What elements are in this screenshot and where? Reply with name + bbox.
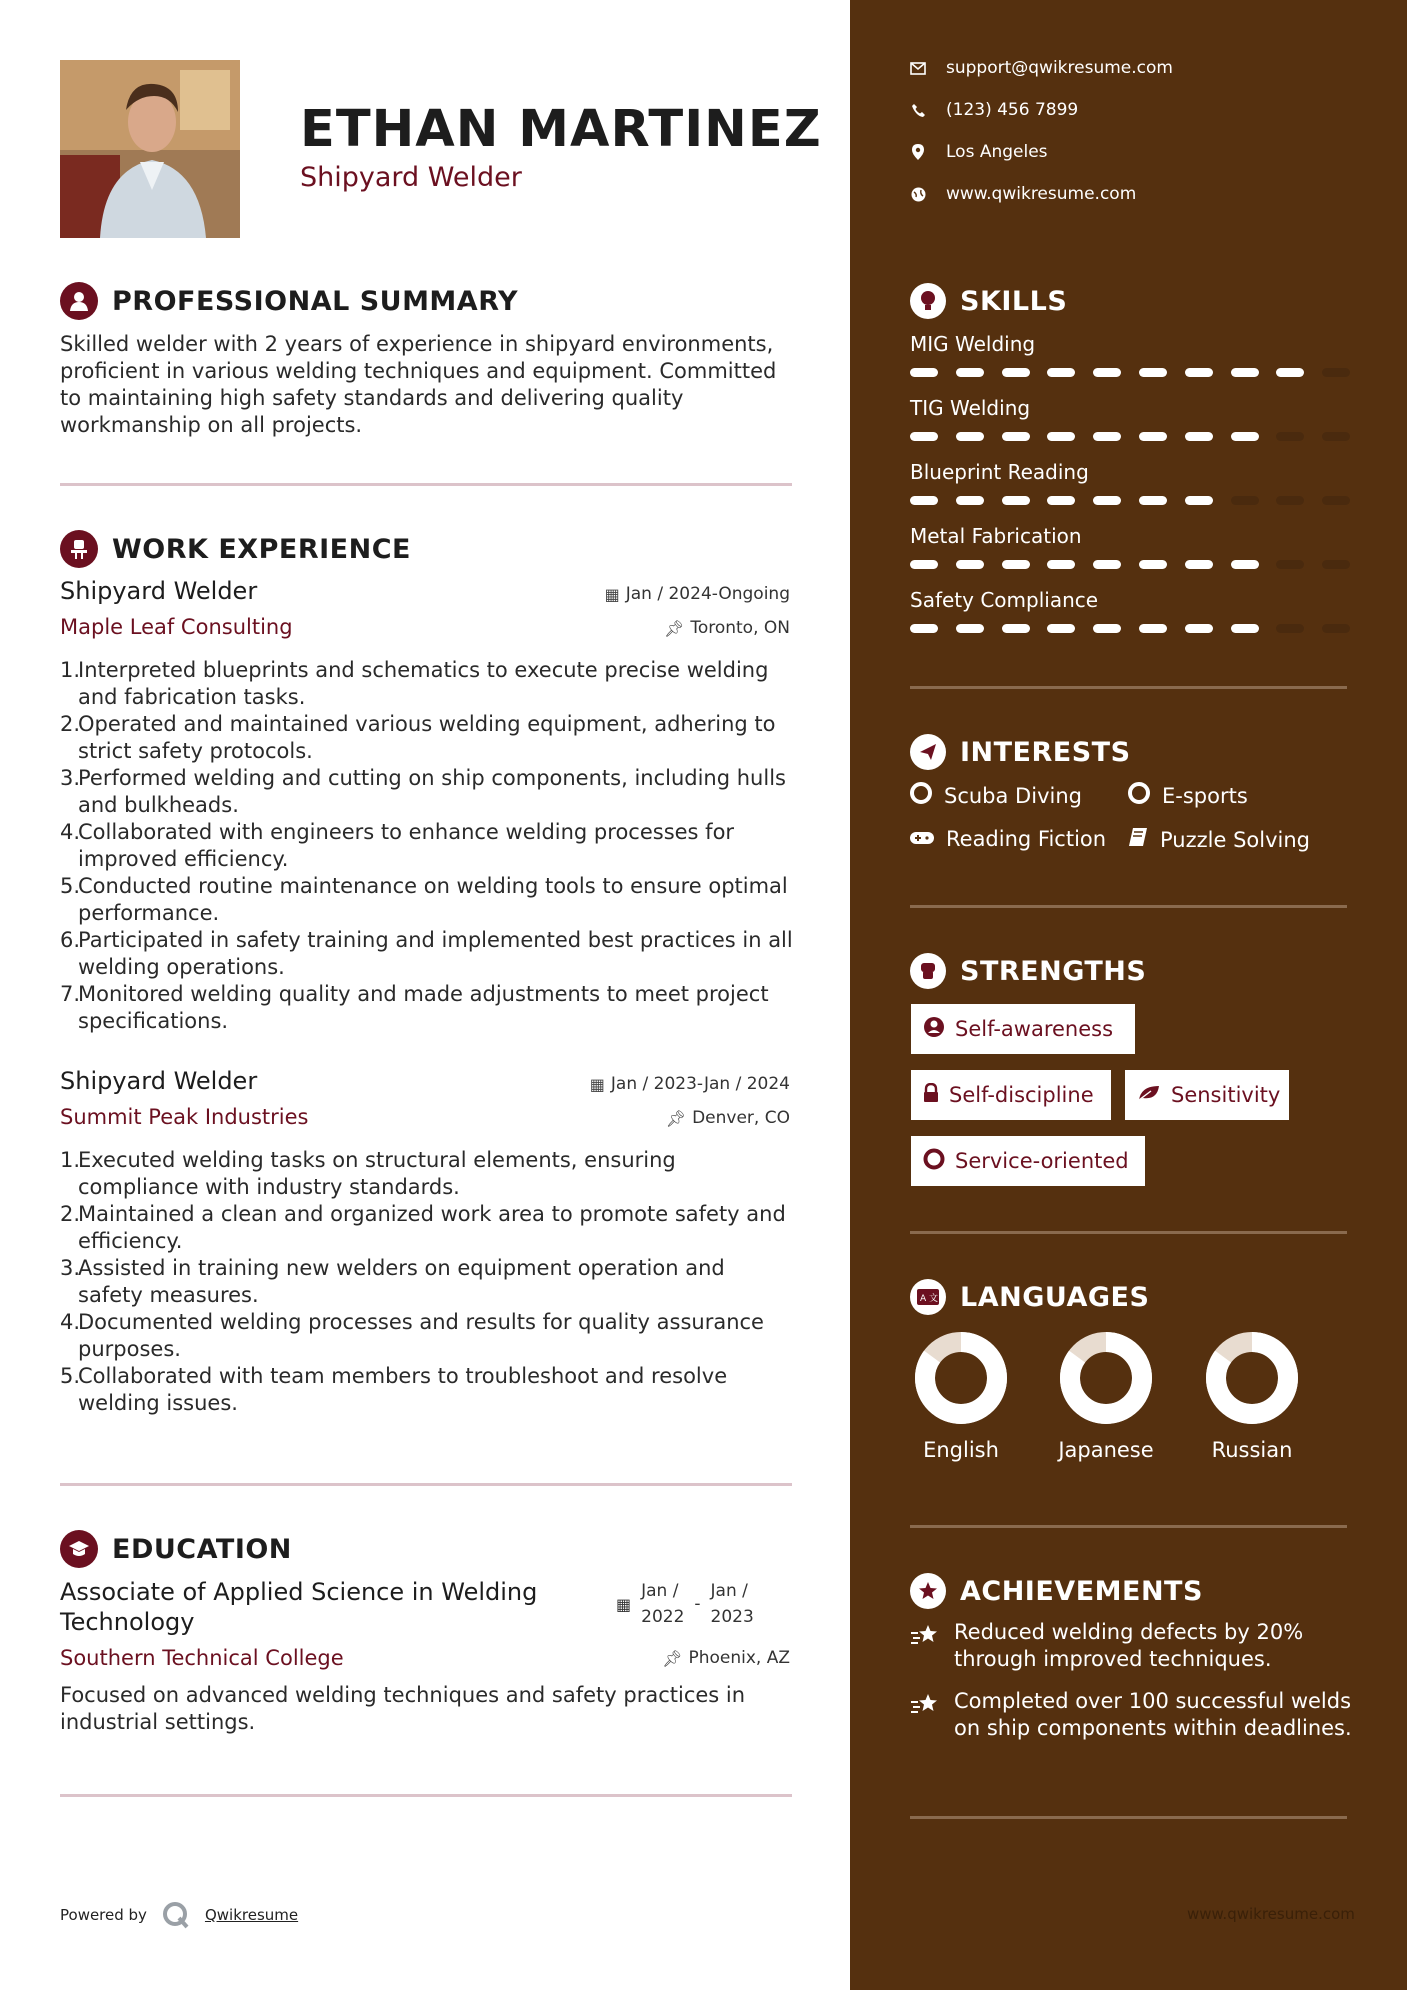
summary-heading	[60, 282, 518, 320]
job-date-text: Jan / 2023-Jan / 2024	[610, 1074, 790, 1094]
list-item: Monitored welding quality and made adjustments to meet project specifications.	[78, 982, 769, 1033]
envelope-icon	[910, 60, 926, 76]
job-location-text: Toronto, ON	[690, 618, 790, 638]
list-item: Interpreted blueprints and schematics to execute precise welding and fabrication tasks.	[78, 658, 769, 709]
calendar-icon: ▦	[589, 1074, 605, 1094]
skill-dot	[1002, 624, 1030, 633]
skill-dot	[1322, 560, 1350, 569]
skill-dot	[1185, 496, 1213, 505]
summary-title: PROFESSIONAL SUMMARY	[112, 285, 519, 317]
skill-dot	[1093, 560, 1121, 569]
paper-plane-icon	[910, 734, 946, 770]
section-divider	[910, 1525, 1347, 1528]
list-item: Assisted in training new welders on equipment operation and safety measures.	[78, 1256, 725, 1307]
education-text: Focused on advanced welding techniques and safety practices in industrial settings.	[60, 1683, 746, 1734]
skill-dot	[1276, 432, 1304, 441]
summary-text: Skilled welder with 2 years of experience in shipyard environments, proficient in various welding techniques and equipment. Committed to maintaining high safety standards and delivering quality workmanship on all projects.	[60, 332, 777, 437]
skill-dot	[1276, 560, 1304, 569]
skill-dot	[1047, 368, 1075, 377]
svg-text:A: A	[920, 1294, 927, 1304]
list-item: Collaborated with engineers to enhance welding processes for improved efficiency.	[78, 820, 735, 871]
section-divider	[60, 483, 792, 486]
languages-title: LANGUAGES	[960, 1281, 1150, 1313]
skill-dot	[1093, 624, 1121, 633]
skill-name: Safety Compliance	[910, 588, 1099, 612]
language-name: English	[923, 1438, 999, 1462]
job-title: Shipyard Welder	[60, 1067, 258, 1095]
fist-icon	[910, 953, 946, 989]
skill-dot	[1047, 432, 1075, 441]
strength-label: Sensitivity	[1171, 1083, 1281, 1107]
sidebar	[850, 0, 1407, 1990]
list-item: Operated and maintained various welding equipment, adhering to strict safety protocols.	[78, 712, 776, 763]
skill-dot	[956, 560, 984, 569]
skill-name: TIG Welding	[910, 396, 1031, 420]
skill-dot	[1139, 368, 1167, 377]
skill-name: Metal Fabrication	[910, 524, 1082, 548]
job-company: Maple Leaf Consulting	[60, 615, 293, 639]
interest-item	[910, 782, 1082, 809]
interest-item	[1128, 782, 1248, 809]
strength-badge	[1125, 1070, 1289, 1120]
degree-line: Associate of Applied Science in Welding	[60, 1578, 538, 1606]
skill-dot	[1231, 496, 1259, 505]
skills-title: SKILLS	[960, 285, 1068, 317]
lifebuoy-icon	[923, 1148, 945, 1175]
contact-website-text: www.qwikresume.com	[946, 184, 1137, 204]
globe-icon	[910, 186, 926, 202]
pin-icon: 📌︎	[665, 1108, 687, 1128]
skill-dot	[1185, 432, 1213, 441]
skill-dot	[1139, 496, 1167, 505]
end-date: Jan / 2023	[710, 1581, 754, 1627]
lifebuoy-icon	[1128, 782, 1150, 809]
skill-dot	[1002, 432, 1030, 441]
footer-website[interactable]: www.qwikresume.com	[1187, 1905, 1355, 1923]
skill-dot	[956, 368, 984, 377]
start-date: Jan / 2022	[641, 1581, 685, 1627]
chair-icon	[60, 530, 98, 568]
skill-dot	[1322, 432, 1350, 441]
strengths-heading	[910, 953, 1146, 989]
language-ring	[1058, 1330, 1154, 1426]
skill-name: MIG Welding	[910, 332, 1036, 356]
skill-dot	[910, 560, 938, 569]
achievement-item	[910, 1688, 1360, 1742]
education-date	[616, 1578, 754, 1630]
list-item: Documented welding processes and results for quality assurance purposes.	[78, 1310, 764, 1361]
job-date	[605, 584, 790, 604]
skill-dot	[1185, 624, 1213, 633]
degree-line: Technology	[60, 1608, 195, 1636]
star-trophy-icon	[910, 1619, 942, 1673]
skill-name: Blueprint Reading	[910, 460, 1089, 484]
job-company: Summit Peak Industries	[60, 1105, 309, 1129]
calendar-icon: ▦	[616, 1594, 632, 1614]
experience-heading	[60, 530, 411, 568]
list-item: Executed welding tasks on structural elements, ensuring compliance with industry standards.	[78, 1148, 676, 1199]
phone-icon	[910, 102, 926, 118]
language-name: Russian	[1211, 1438, 1293, 1462]
list-item: Performed welding and cutting on ship components, including hulls and bulkheads.	[78, 766, 786, 817]
section-divider	[910, 1231, 1347, 1234]
contact-email-text: support@qwikresume.com	[946, 58, 1173, 78]
star-badge-icon	[910, 1573, 946, 1609]
education-location	[662, 1648, 790, 1668]
education-title: EDUCATION	[112, 1533, 292, 1565]
skill-dot	[1047, 624, 1075, 633]
skill-dot	[1093, 368, 1121, 377]
skill-rating	[910, 496, 1350, 506]
location-pin-icon	[910, 144, 926, 160]
skill-dot	[1047, 496, 1075, 505]
skill-dot	[1322, 624, 1350, 633]
strength-badge	[911, 1136, 1145, 1186]
skill-dot	[1002, 560, 1030, 569]
skill-dot	[1322, 496, 1350, 505]
skill-dot	[1139, 560, 1167, 569]
list-item: Maintained a clean and organized work area to promote safety and efficiency.	[78, 1202, 786, 1253]
interest-label: Puzzle Solving	[1160, 827, 1310, 852]
section-divider	[60, 1483, 792, 1486]
skills-heading	[910, 283, 1067, 319]
section-divider	[910, 686, 1347, 689]
graduation-icon	[60, 1530, 98, 1568]
contact-location-text: Los Angeles	[946, 142, 1048, 162]
svg-text:文: 文	[929, 1294, 939, 1304]
interests-heading	[910, 734, 1131, 770]
skill-dot	[1093, 496, 1121, 505]
lightbulb-icon	[910, 283, 946, 319]
education-location-text: Phoenix, AZ	[688, 1648, 790, 1668]
strength-badge	[911, 1004, 1135, 1054]
contact-phone-text: (123) 456 7899	[946, 100, 1079, 120]
language-item	[1051, 1330, 1161, 1462]
skill-dot	[1002, 496, 1030, 505]
powered-by-label: Powered by	[60, 1906, 147, 1924]
skill-dot	[910, 496, 938, 505]
skill-dot	[1322, 368, 1350, 377]
interest-label: Reading Fiction	[946, 827, 1107, 851]
contact-location	[910, 142, 1048, 162]
calendar-icon: ▦	[604, 584, 620, 604]
skill-dot	[1093, 432, 1121, 441]
interest-label: Scuba Diving	[944, 783, 1082, 808]
degree-title	[60, 1577, 620, 1637]
qwikresume-logo-icon	[161, 1900, 191, 1930]
contact-email[interactable]	[910, 58, 1173, 78]
language-item	[1197, 1330, 1307, 1462]
pin-icon: 📌︎	[664, 618, 685, 638]
qwikresume-link[interactable]: Qwikresume	[204, 1906, 299, 1924]
interest-label: E-sports	[1162, 783, 1248, 808]
skill-dot	[1139, 432, 1167, 441]
skill-dot	[1231, 560, 1259, 569]
skill-dot	[910, 368, 938, 377]
job-bullets	[60, 1147, 795, 1417]
job-date-text: Jan / 2024-Ongoing	[625, 584, 790, 604]
interest-item	[910, 827, 1106, 851]
skill-dot	[1231, 432, 1259, 441]
skill-rating	[910, 560, 1350, 570]
skill-dot	[1185, 368, 1213, 377]
skill-dot	[910, 432, 938, 441]
job-date	[590, 1074, 790, 1094]
achievements-heading	[910, 1573, 1203, 1609]
skill-dot	[1002, 368, 1030, 377]
school-name: Southern Technical College	[60, 1646, 344, 1670]
skill-rating	[910, 624, 1350, 634]
section-divider	[910, 1816, 1347, 1819]
user-circle-icon	[923, 1016, 945, 1043]
job-location	[664, 618, 790, 638]
experience-title: WORK EXPERIENCE	[112, 533, 411, 565]
strengths-title: STRENGTHS	[960, 955, 1147, 987]
skill-rating	[910, 432, 1350, 442]
candidate-role: Shipyard Welder	[300, 162, 522, 193]
candidate-name: ETHAN MARTINEZ	[300, 100, 822, 159]
strength-label: Self-discipline	[949, 1083, 1094, 1107]
achievements-title: ACHIEVEMENTS	[960, 1575, 1203, 1607]
interest-item	[1128, 827, 1310, 852]
skill-dot	[1047, 560, 1075, 569]
list-item: Collaborated with team members to troubleshoot and resolve welding issues.	[78, 1364, 728, 1415]
languages-heading	[910, 1279, 1149, 1315]
strength-label: Self-awareness	[955, 1017, 1114, 1041]
book-icon	[1128, 827, 1148, 852]
star-trophy-icon	[910, 1688, 942, 1742]
skill-dot	[1276, 496, 1304, 505]
achievement-item	[910, 1619, 1360, 1673]
list-item: Conducted routine maintenance on welding tools to ensure optimal performance.	[78, 874, 788, 925]
section-divider	[60, 1794, 792, 1797]
skill-dot	[956, 496, 984, 505]
lock-icon	[923, 1083, 939, 1108]
skill-dot	[1276, 368, 1304, 377]
pin-icon: 📌︎	[662, 1648, 683, 1668]
interests-title: INTERESTS	[960, 736, 1131, 768]
user-icon	[60, 282, 98, 320]
skill-rating	[910, 368, 1350, 378]
profile-photo	[60, 60, 240, 238]
contact-website[interactable]	[910, 184, 1136, 204]
footer	[60, 1900, 298, 1930]
list-item: Participated in safety training and implemented best practices in all welding operations.	[78, 928, 793, 979]
gamepad-icon	[910, 827, 934, 851]
date-separator: -	[694, 1594, 701, 1614]
job-location-text: Denver, CO	[692, 1108, 790, 1128]
language-name: Japanese	[1058, 1438, 1154, 1462]
translate-icon	[910, 1279, 946, 1315]
leaf-icon	[1137, 1083, 1161, 1107]
skill-dot	[1185, 560, 1213, 569]
job-title: Shipyard Welder	[60, 577, 258, 605]
education-heading	[60, 1530, 292, 1568]
language-item	[906, 1330, 1016, 1462]
skill-dot	[1231, 368, 1259, 377]
language-ring	[913, 1330, 1009, 1426]
section-divider	[910, 905, 1347, 908]
job-bullets	[60, 657, 795, 1035]
skill-dot	[956, 432, 984, 441]
skill-dot	[956, 624, 984, 633]
language-ring	[1204, 1330, 1300, 1426]
skill-dot	[1139, 624, 1167, 633]
skill-dot	[1231, 624, 1259, 633]
strength-label: Service-oriented	[955, 1149, 1129, 1173]
strength-badge	[911, 1070, 1111, 1120]
achievement-text: Completed over 100 successful welds on ship components within deadlines.	[954, 1689, 1352, 1740]
achievement-text: Reduced welding defects by 20% through improved techniques.	[954, 1620, 1304, 1671]
skill-dot	[910, 624, 938, 633]
contact-phone[interactable]	[910, 100, 1078, 120]
skill-dot	[1276, 624, 1304, 633]
job-location	[666, 1108, 790, 1128]
lifebuoy-icon	[910, 782, 932, 809]
